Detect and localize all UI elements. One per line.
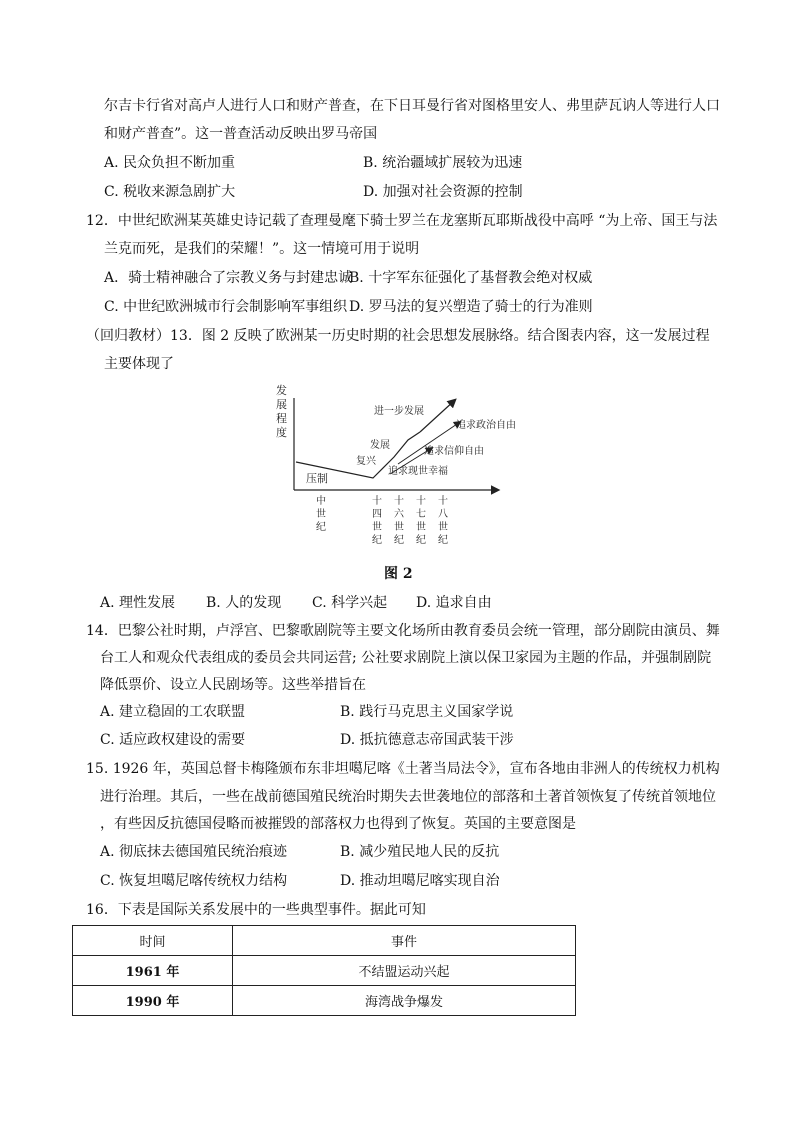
q11-option-c: C. 税收来源急剧扩大 bbox=[104, 184, 236, 200]
events-table bbox=[72, 925, 576, 1016]
x-tick-17-4: 纪 bbox=[416, 535, 426, 546]
x-tick-18-4: 纪 bbox=[438, 535, 448, 546]
x-tick-16-4: 纪 bbox=[394, 535, 404, 546]
x-tick-16-2: 六 bbox=[394, 509, 404, 520]
q14-option-b: B. 践行马克思主义国家学说 bbox=[340, 704, 514, 720]
table-header-time: 时间 bbox=[73, 926, 233, 956]
politics-label: 追求政治自由 bbox=[456, 420, 516, 431]
x-tick-medieval-3: 纪 bbox=[316, 522, 326, 533]
q12-option-c: C. 中世纪欧洲城市行会制影响军事组织 bbox=[104, 299, 348, 315]
x-tick-18-3: 世 bbox=[438, 522, 448, 533]
q15-option-c: C. 恢复坦噶尼喀传统权力结构 bbox=[100, 873, 288, 889]
q16-line1: 16．下表是国际关系发展中的一些典型事件。据此可知 bbox=[86, 902, 426, 918]
further-label: 进一步发展 bbox=[374, 406, 424, 417]
table-header-row bbox=[73, 926, 576, 956]
q14-option-a: A. 建立稳固的工农联盟 bbox=[100, 704, 246, 720]
table-header-event: 事件 bbox=[233, 926, 576, 956]
figure-caption: 图 2 bbox=[384, 566, 413, 582]
x-tick-medieval-1: 中 bbox=[316, 496, 326, 507]
table-row bbox=[73, 986, 576, 1016]
y-axis-label-2: 展 bbox=[276, 398, 287, 411]
q15-line2: 进行治理。其后，一些在战前德国殖民统治时期失去世袭地位的部落和土著首领恢复了传统首领地位 bbox=[100, 789, 716, 805]
x-tick-14-1: 十 bbox=[372, 496, 382, 507]
q13-option-a: A. 理性发展 bbox=[100, 595, 176, 611]
x-ticks bbox=[316, 494, 448, 546]
x-tick-18-1: 十 bbox=[438, 496, 448, 507]
q11-line1: 尔吉卡行省对高卢人进行人口和财产普查，在下日耳曼行省对图格里安人、弗里萨瓦讷人等进行人口 bbox=[104, 98, 720, 114]
table-row bbox=[73, 956, 576, 986]
table-cell-event: 海湾战争爆发 bbox=[233, 986, 576, 1016]
q11-option-d: D. 加强对社会资源的控制 bbox=[363, 184, 523, 200]
q14-line3: 降低票价、设立人民剧场等。这些举措旨在 bbox=[100, 677, 366, 693]
q13-figure bbox=[270, 378, 530, 550]
q11-line2: 和财产普查”。这一普查活动反映出罗马帝国 bbox=[104, 126, 378, 142]
x-tick-17-2: 七 bbox=[416, 509, 426, 520]
q14-line1: 14．巴黎公社时期，卢浮宫、巴黎歌剧院等主要文化场所由教育委员会统一管理，部分剧院由演员、舞 bbox=[86, 623, 720, 639]
q14-line2: 台工人和观众代表组成的委员会共同运营; 公社要求剧院上演以保卫家园为主题的作品，并强制剧院 bbox=[100, 650, 712, 666]
x-tick-14-3: 世 bbox=[372, 522, 382, 533]
q15-option-d: D. 推动坦噶尼喀实现自治 bbox=[340, 873, 500, 889]
x-tick-medieval-2: 世 bbox=[316, 509, 326, 520]
faith-arrow bbox=[398, 422, 460, 464]
q11-option-a: A. 民众负担不断加重 bbox=[104, 155, 236, 171]
y-axis-label-3: 程 bbox=[276, 412, 287, 425]
x-tick-18-2: 八 bbox=[438, 509, 448, 520]
q15-option-a: A. 彻底抹去德国殖民统治痕迹 bbox=[100, 844, 288, 860]
q13-option-c: C. 科学兴起 bbox=[312, 595, 388, 611]
revival-label: 复兴 bbox=[356, 456, 376, 467]
x-tick-16-3: 世 bbox=[394, 522, 404, 533]
q13-option-b: B. 人的发现 bbox=[206, 595, 282, 611]
y-axis-label-1: 发 bbox=[276, 384, 287, 397]
q13-option-d: D. 追求自由 bbox=[416, 595, 492, 611]
x-tick-17-3: 世 bbox=[416, 522, 426, 533]
q14-option-d: D. 抵抗德意志帝国武装干涉 bbox=[340, 732, 514, 748]
suppress-label: 压制 bbox=[306, 472, 328, 485]
q12-line1: 12．中世纪欧洲某英雄史诗记载了查理曼麾下骑士罗兰在龙塞斯瓦耶斯战役中高呼 “为上帝、国王与法 bbox=[86, 213, 718, 229]
faith-label: 追求信仰自由 bbox=[424, 446, 484, 457]
y-axis-label-4: 度 bbox=[276, 426, 287, 439]
q12-option-a: A．骑士精神融合了宗教义务与封建忠诚 bbox=[104, 270, 353, 286]
q15-line3: ，有些因反抗德国侵略而被摧毁的部落权力也得到了恢复。英国的主要意图是 bbox=[100, 816, 576, 832]
q12-line2: 兰克而死，是我们的荣耀！”。这一情境可用于说明 bbox=[104, 241, 420, 257]
develop-label: 发展 bbox=[370, 440, 390, 451]
table-cell-event: 不结盟运动兴起 bbox=[233, 956, 576, 986]
q12-option-d: D. 罗马法的复兴塑造了骑士的行为准则 bbox=[349, 299, 593, 315]
q14-option-c: C. 适应政权建设的需要 bbox=[100, 732, 246, 748]
development-arrow bbox=[420, 400, 455, 432]
q12-option-b: B. 十字军东征强化了基督教会绝对权威 bbox=[349, 270, 593, 286]
happiness-label: 追求现世幸福 bbox=[388, 466, 448, 477]
q15-line1: 15. 1926 年，英国总督卡梅隆颁布东非坦噶尼喀《土著当局法令》，宣布各地由非洲人的传统权力机构 bbox=[86, 761, 720, 777]
q11-option-b: B. 统治疆域扩展较为迅速 bbox=[363, 155, 523, 171]
q13-line1: （回归教材）13．图 2 反映了欧洲某一历史时期的社会思想发展脉络。结合图表内容，这一发展过程 bbox=[86, 328, 710, 344]
x-tick-14-2: 四 bbox=[372, 509, 382, 520]
table-cell-time: 1961 年 bbox=[73, 956, 233, 986]
q15-option-b: B. 减少殖民地人民的反抗 bbox=[340, 844, 500, 860]
x-tick-17-1: 十 bbox=[416, 496, 426, 507]
table-cell-time: 1990 年 bbox=[73, 986, 233, 1016]
x-tick-14-4: 纪 bbox=[372, 535, 382, 546]
x-tick-16-1: 十 bbox=[394, 496, 404, 507]
q13-line2: 主要体现了 bbox=[104, 356, 174, 372]
